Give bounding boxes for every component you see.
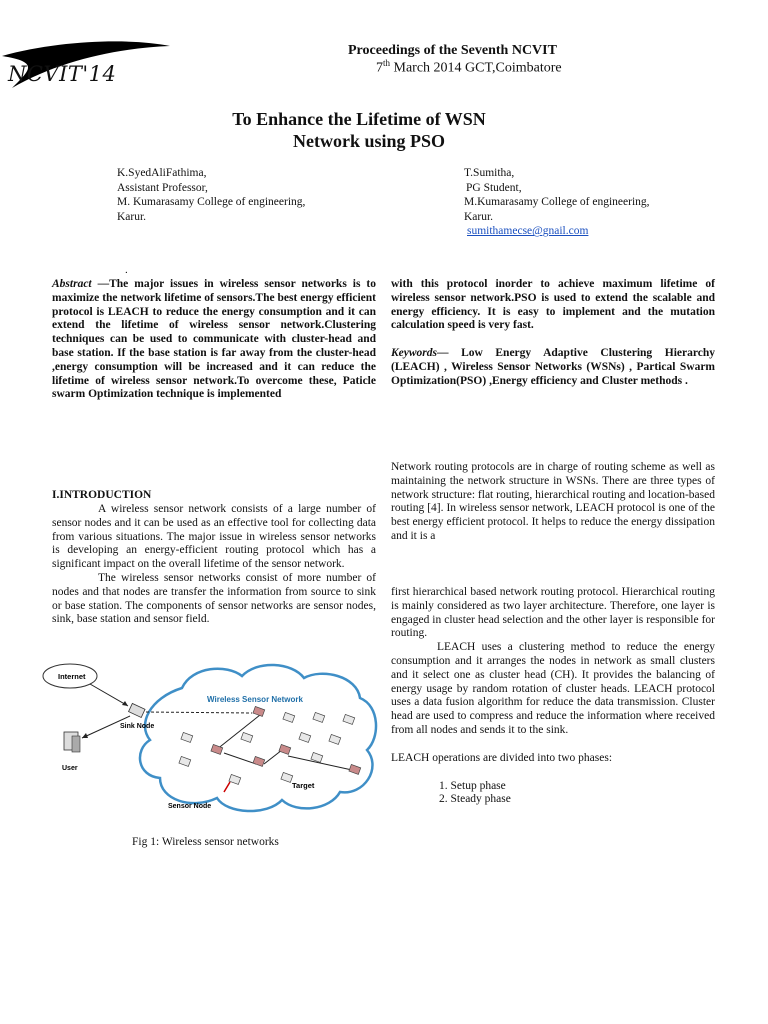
author-block-1	[117, 166, 305, 224]
paper-title	[0, 108, 768, 152]
conference-date: 7th March 2014 GCT,Coimbatore	[376, 58, 562, 76]
sink-label: Sink Node	[120, 723, 155, 730]
internet-label: Internet	[58, 672, 86, 681]
title-line-2: Network using PSO	[292, 131, 445, 151]
phases-intro: LEACH operations are divided into two phases:	[391, 751, 613, 764]
abstract-text: —The major issues in wireless sensor networks is to maximize the network lifetime of sensors.The best energy efficient protocol is LEACH to reduce the energy consumption and it can extend the lifetime of wireless sensor network.Clustering techniques can be used to communicate with cluster-head and base station. If the base station is far away from the cluster-head ,energy consumption will be increased and it can reduce the lifetime of wireless sensor network.To overcome these, Paticle swarm Optimization technique is implemented	[52, 278, 376, 401]
author-email-link[interactable]: sumithamecse@gnail.com	[467, 225, 589, 238]
author-block-2	[464, 166, 650, 239]
author-affiliation: M.Kumarasamy College of engineering,	[464, 196, 650, 209]
right-column-top	[391, 461, 715, 544]
abstract-right	[391, 278, 715, 389]
author-role: PG Student,	[466, 181, 522, 194]
list-item: 2. Steady phase	[439, 793, 511, 806]
keywords	[391, 347, 715, 388]
network-label: Wireless Sensor Network	[207, 695, 303, 704]
author-name: T.Sumitha,	[464, 167, 515, 179]
sensor-label: Sensor Node	[168, 803, 212, 810]
keywords-label: Keywords	[391, 347, 437, 360]
stray-dot: .	[125, 264, 128, 276]
figure-caption: Fig 1: Wireless sensor networks	[132, 836, 279, 848]
intro-body	[52, 503, 376, 627]
proceedings-title: Proceedings of the Seventh NCVIT	[348, 43, 557, 58]
intro-paragraph-1: A wireless sensor network consists of a large number of sensor nodes and it can be used as an effective tool for collecting data from various situations. The major issue in wireless sensor networks is developing an energy-efficient routing protocol which has a significant impact on the overall lifetime of the sensor network.	[52, 503, 376, 571]
author-name: K.SyedAliFathima,	[117, 167, 207, 179]
hierarchical-paragraph: first hierarchical based network routing protocol. Hierarchical routing is mainly considered as two layer architecture. Therefore, one layer is engaged in cluster head selection and the other layer is responsible for routing.	[391, 586, 715, 640]
author-role: Assistant Professor,	[117, 181, 208, 194]
user-label: User	[62, 765, 78, 772]
section-heading-intro: I.INTRODUCTION	[52, 489, 152, 501]
title-line-1: To Enhance the Lifetime of WSN	[232, 109, 486, 129]
abstract-label: Abstract	[52, 278, 92, 290]
author-place: Karur.	[117, 210, 147, 223]
target-label: Target	[292, 781, 315, 790]
routing-paragraph: Network routing protocols are in charge of routing scheme as well as maintaining the network structure in WSNs. There are three types of network structure: flat routing, hierarchical routing and location-based routing [4]. In wireless sensor network, LEACH protocol is one of the best energy efficient protocol. It helps to reduce the energy dissipation and it is a	[391, 461, 715, 542]
list-item: 1. Setup phase	[439, 779, 506, 792]
right-column-bottom	[391, 586, 715, 807]
intro-paragraph-2: The wireless sensor networks consist of more number of nodes and that nodes are transfer the information from source to sink or base station. The components of sensor networks are sensor nodes, sink, base station and sensor field.	[52, 571, 376, 626]
author-place: Karur.	[464, 210, 494, 223]
wsn-figure	[42, 658, 382, 816]
conference-logo: NCVIT'14	[8, 62, 117, 86]
abstract-left	[52, 278, 376, 402]
leach-paragraph: LEACH uses a clustering method to reduce the energy consumption and it arranges the nodes in network as small clusters and it select one as cluster head (CH). It provides the balancing of energy usage by random rotation of cluster heads. LEACH protocol uses a data fusion algorithm for reduce the data transmission. Cluster head are used to compress and reduce the information where received from all nodes and sends it to the sink.	[391, 641, 715, 736]
abstract-text-cont: with this protocol inorder to achieve maximum lifetime of wireless sensor network.PSO is used to extend the scalable and energy efficiency. It is easy to implement and the mutation calculation speed is very fast.	[391, 278, 715, 332]
phases-list	[391, 780, 715, 808]
author-affiliation: M. Kumarasamy College of engineering,	[117, 196, 306, 209]
keywords-text: — Low Energy Adaptive Clustering Hierarchy (LEACH) , Wireless Sensor Networks (WSNs) , Partical Swarm Optimization(PSO) ,Energy efficiency and Cluster methods .	[391, 347, 715, 387]
